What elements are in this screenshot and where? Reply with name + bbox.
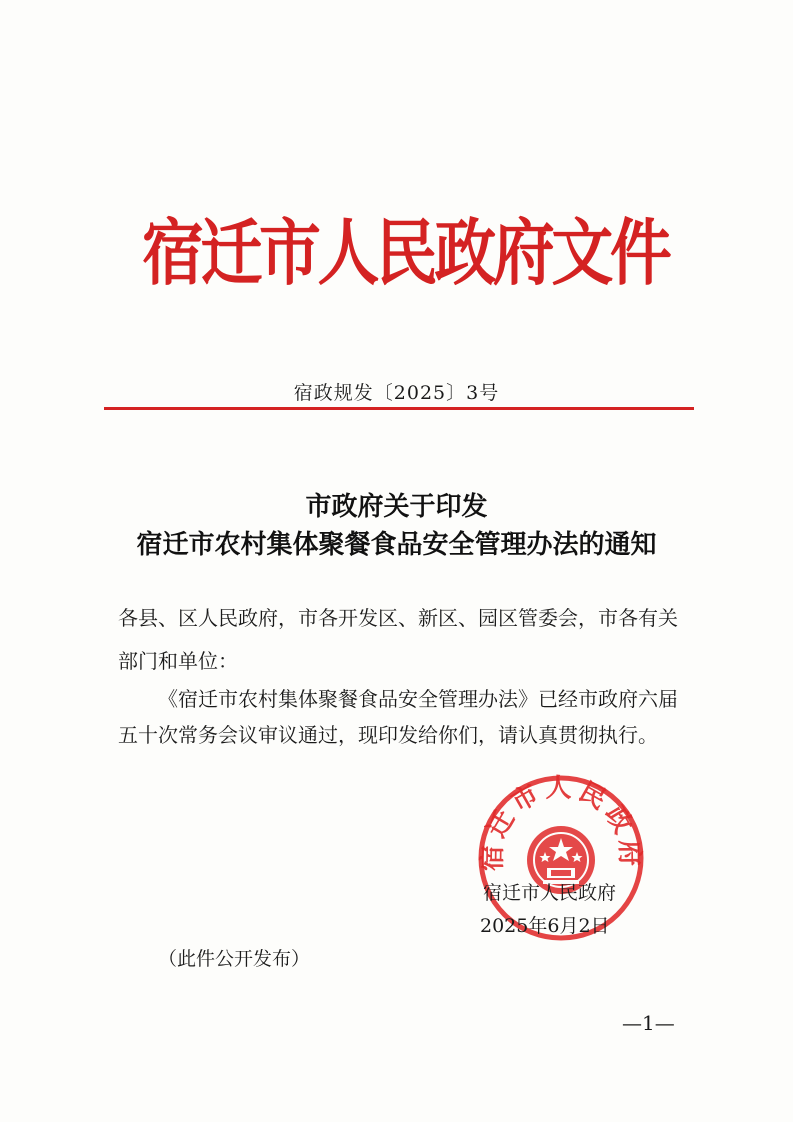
title-line-2: 宿迁市农村集体聚餐食品安全管理办法的通知	[136, 530, 657, 560]
issue-date: 2025年6月2日	[480, 915, 610, 937]
seal-ring-text: 宿迁市人民政府	[477, 773, 645, 872]
masthead: 宿迁市人民政府文件	[142, 211, 669, 295]
body-line-2: 五十次常务会议审议通过，现印发给你们，请认真贯彻执行。	[118, 723, 658, 747]
body-line-1: 《宿迁市农村集体聚餐食品安全管理办法》已经市政府六届	[158, 687, 678, 711]
red-divider-line	[104, 407, 694, 410]
title-line-1: 市政府关于印发	[305, 492, 488, 522]
document-number: 宿政规发〔2025〕3号	[293, 382, 500, 404]
recipients-line-1: 各县、区人民政府，市各开发区、新区、园区管委会，市各有关	[118, 606, 678, 630]
issuer-name: 宿迁市人民政府	[483, 882, 617, 904]
release-note: （此件公开发布）	[158, 948, 311, 970]
page-number: —1—	[622, 1011, 675, 1035]
recipients-line-2: 部门和单位：	[118, 649, 238, 673]
